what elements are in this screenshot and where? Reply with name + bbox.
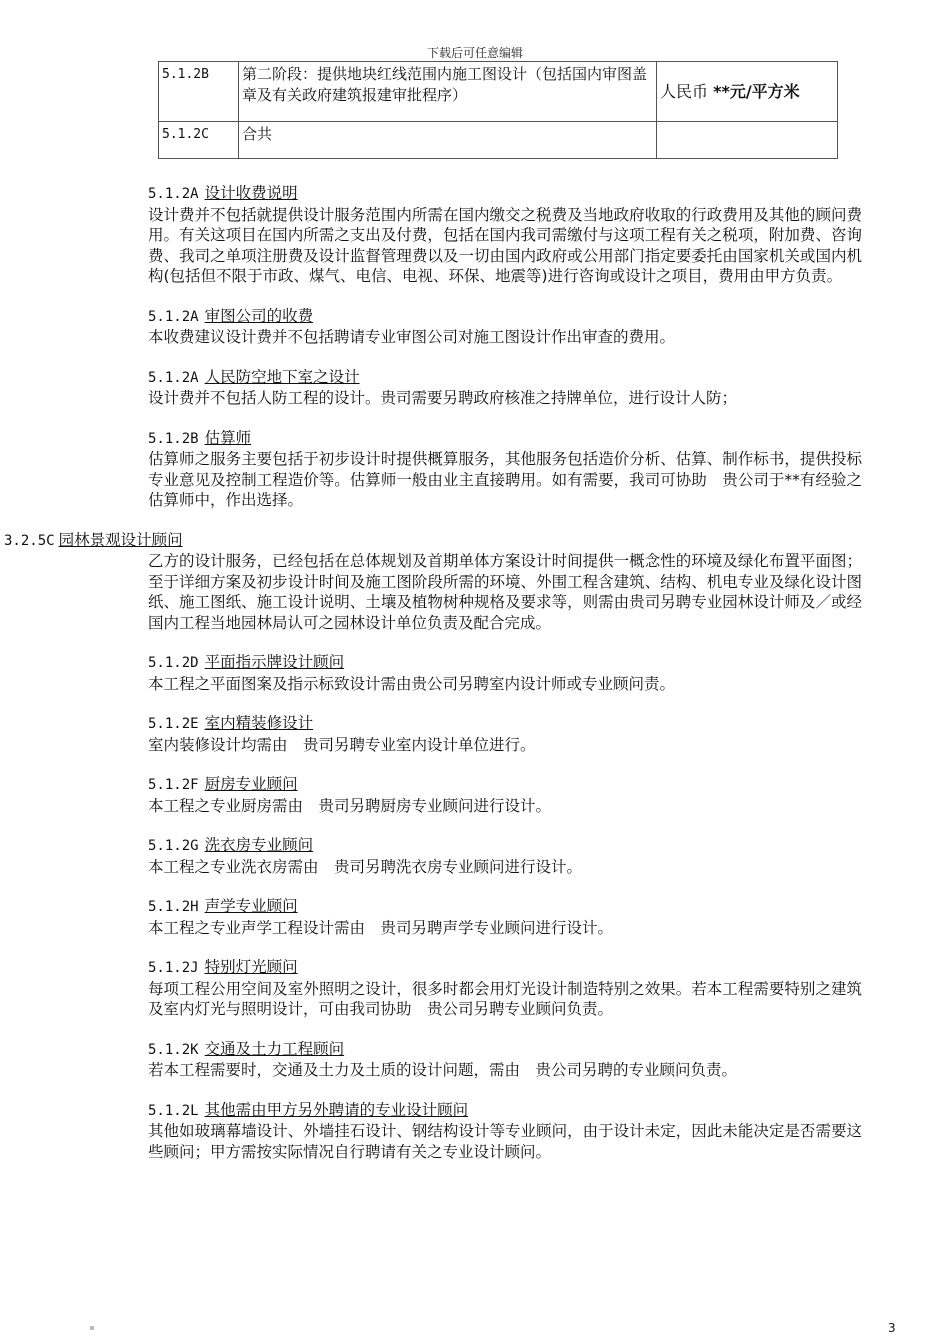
section-body: 设计费并不包括人防工程的设计。贵司需要另聘政府核准之持牌单位，进行设计人防； <box>148 389 738 407</box>
section-heading <box>148 1039 862 1061</box>
section-title: 设计收费说明 <box>204 184 298 202</box>
section-body: 本工程之平面图案及指示标致设计需由贵公司另聘室内设计师或专业顾问责。 <box>148 674 676 693</box>
section-body: 每项工程公用空间及室外照明之设计，很多时都会用灯光设计制造特别之效果。若本工程需要特别之建筑及室内灯光与照明设计，可由我司协助 贵公司另聘专业顾问负责。 <box>148 979 862 1018</box>
section-body: 估算师之服务主要包括于初步设计时提供概算服务，其他服务包括造价分析、估算、制作标书，提供投标专业意见及控制工程造价等。估算师一般由业主直接聘用。如有需要，我司可协助 贵公司于**有经验之估算师中，作出选择。 <box>148 450 862 509</box>
row-description: 第二阶段：提供地块红线范围内施工图设计（包括国内审图盖章及有关政府建筑报建审批程序） <box>239 62 657 122</box>
section <box>148 896 862 938</box>
row-code: 5.1.2C <box>159 122 239 159</box>
section <box>148 367 862 409</box>
section-title: 审图公司的收费 <box>204 306 314 325</box>
row-price <box>657 62 838 122</box>
major-section <box>4 530 862 634</box>
section-title: 交通及土力工程顾问 <box>204 1039 345 1058</box>
section <box>148 652 862 694</box>
section-heading <box>148 774 862 796</box>
section-body: 设计费并不包括就提供设计服务范围内所需在国内缴交之税费及当地政府收取的行政费用及其他的顾问费用。有关这项目在国内所需之支出及付费，包括在国内我司需缴付与这项工程有关之税项，附加费、咨询费、我司之单项注册费及设计监督管理费以及一切由国内政府或公用部门指定要委托由国家机关或国内机构(包括但不限于市政、煤气、电信、电视、环保、地震等)进行咨询或设计之项目，费用由甲方负责。 <box>148 205 862 285</box>
section <box>148 1100 862 1163</box>
section-number: 5.1.2B <box>148 430 199 447</box>
section-body: 本收费建议设计费并不包括聘请专业审图公司对施工图设计作出审查的费用。 <box>148 328 676 346</box>
section-title: 人民防空地下室之设计 <box>204 367 360 386</box>
major-section-title: 园林景观设计顾问 <box>58 530 183 549</box>
section-heading <box>148 896 862 918</box>
section-heading <box>148 306 862 328</box>
table-row <box>159 62 838 122</box>
section <box>148 183 862 287</box>
section-heading <box>148 367 862 389</box>
price-prefix: 人民币 <box>660 82 714 101</box>
section-number: 5.1.2A <box>148 186 199 202</box>
major-section-heading <box>4 530 718 552</box>
section <box>148 957 862 1020</box>
major-section-number: 3.2.5C <box>4 532 55 549</box>
section-heading <box>148 713 862 735</box>
section-number: 5.1.2A <box>148 369 199 386</box>
row-price <box>657 122 838 159</box>
section-heading <box>148 652 862 674</box>
table-row <box>159 122 838 159</box>
section-title: 洗衣房专业顾问 <box>204 836 314 854</box>
section-number: 5.1.2H <box>148 899 199 915</box>
section-number: 5.1.2L <box>148 1102 199 1119</box>
section-number: 5.1.2J <box>148 960 199 976</box>
section-title: 厨房专业顾问 <box>204 775 298 793</box>
section-body: 若本工程需要时，交通及土力及土质的设计问题，需由 贵公司另聘的专业顾问负责。 <box>148 1061 738 1079</box>
section-body: 本工程之专业厨房需由 贵司另聘厨房专业顾问进行设计。 <box>148 796 552 815</box>
page-header: 下载后可任意编辑 <box>426 46 523 60</box>
section <box>148 306 862 348</box>
section-heading <box>148 1100 862 1122</box>
section-heading <box>148 428 862 450</box>
section-title: 声学专业顾问 <box>204 897 298 915</box>
section-number: 5.1.2E <box>148 716 199 732</box>
page-number: 3 <box>888 1321 896 1335</box>
section <box>148 774 862 816</box>
section-number: 5.1.2D <box>148 655 199 671</box>
footer-dot <box>90 1326 94 1330</box>
section-title: 平面指示牌设计顾问 <box>204 653 345 671</box>
section <box>148 1039 862 1081</box>
row-code: 5.1.2B <box>159 62 239 122</box>
fee-table <box>158 61 838 159</box>
section-heading <box>148 835 862 857</box>
section-body: 本工程之专业声学工程设计需由 贵司另聘声学专业顾问进行设计。 <box>148 918 614 937</box>
section-number: 5.1.2A <box>148 308 199 325</box>
section-number: 5.1.2F <box>148 777 199 793</box>
section-body: 室内装修设计均需由 贵司另聘专业室内设计单位进行。 <box>148 735 536 754</box>
section <box>148 713 862 755</box>
section-number: 5.1.2K <box>148 1041 199 1058</box>
major-section-body: 乙方的设计服务，已经包括在总体规划及首期单体方案设计时间提供一概念性的环境及绿化布置平面图；至于详细方案及初步设计时间及施工图阶段所需的环境、外围工程含建筑、结构、机电专业及绿化设计图纸、施工图纸、施工设计说明、土壤及植物树种规格及要求等，则需由贵司另聘专业园林设计师及／或经国内工程当地园林局认可之园林设计单位负责及配合完成。 <box>148 552 862 632</box>
section-body: 其他如玻璃幕墙设计、外墙挂石设计、钢结构设计等专业顾问，由于设计未定，因此未能决定是否需要这些顾问；甲方需按实际情况自行聘请有关之专业设计顾问。 <box>148 1122 862 1161</box>
section <box>148 428 862 511</box>
section-title: 特别灯光顾问 <box>204 958 298 976</box>
section-title: 室内精装修设计 <box>204 714 314 732</box>
row-description: 合共 <box>239 122 657 159</box>
section-number: 5.1.2G <box>148 838 199 854</box>
section-title: 估算师 <box>204 428 252 447</box>
section-heading <box>148 183 862 205</box>
section-heading <box>148 957 862 979</box>
document-body <box>4 183 862 1181</box>
section-body: 本工程之专业洗衣房需由 贵司另聘洗衣房专业顾问进行设计。 <box>148 857 583 876</box>
price-value: **元/平方米 <box>713 82 800 101</box>
section <box>148 835 862 877</box>
section-title: 其他需由甲方另外聘请的专业设计顾问 <box>204 1100 469 1119</box>
